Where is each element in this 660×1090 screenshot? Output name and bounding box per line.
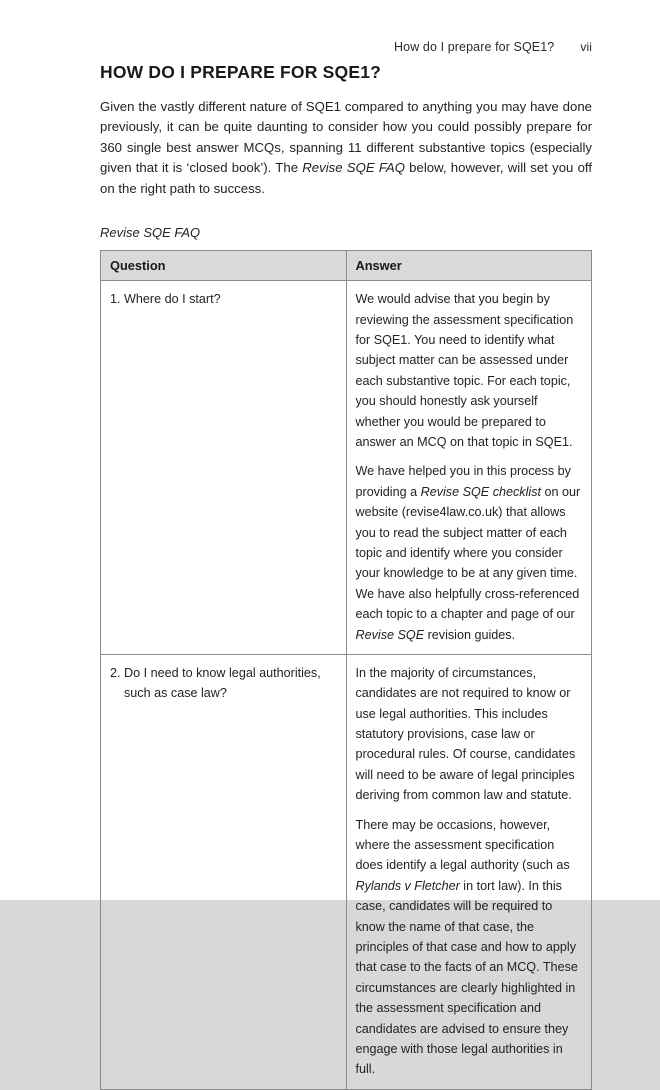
faq-table bbox=[100, 250, 592, 1089]
answer-cell bbox=[346, 654, 592, 1089]
section-label: Revise SQE FAQ bbox=[100, 225, 201, 241]
answer-paragraph: In the majority of circumstances, candidates are not required to know or use legal authorities. This includes statutory provisions, case law or procedural rules. Of course, candidates will need to be aware of legal principles deriving from common law and statute. bbox=[355, 665, 576, 803]
question-text: 2. Do I need to know legal authorities, such as case law? bbox=[110, 663, 337, 704]
answer-paragraph: We have helped you in this process by providing a Revise SQE checklist on our website (revise4law.co.uk) that allows you to read the subject matter of each topic and identify where you consider your knowledge to be at any given time. We have also helpfully cross-referenced each topic to a chapter and page of our Revise SQE revision guides. bbox=[355, 464, 581, 642]
intro-text-2: below, however, will set you off on the right path to success. bbox=[100, 160, 593, 196]
answer-cell bbox=[346, 281, 592, 655]
answer-italic-text: Rylands v Fletcher bbox=[355, 878, 460, 893]
intro-paragraph bbox=[100, 97, 592, 199]
answer-paragraph: There may be occasions, however, where the assessment specification does identify a legal authority (such as Rylands v Fletcher in tort law). In this case, candidates will be required to know the name of that case, the principles of that case and how to apply that case to the facts of an MCQ. These circumstances are clearly highlighted in the assessment specification and candidates are advised to ensure they engage with those legal authorities in full. bbox=[355, 817, 578, 1077]
intro-text-1: Given the vastly different nature of SQE1 compared to anything you may have done previously, it can be quite daunting to consider how you could possibly prepare for 360 single best answer MCQs, spanning 11 different substantive topics (especially given that it is ‘closed book’). The bbox=[100, 99, 592, 176]
table-row bbox=[101, 281, 592, 655]
page-content bbox=[100, 62, 592, 1090]
table-row bbox=[101, 654, 592, 1089]
running-head-text: How do I prepare for SQE1? bbox=[394, 40, 555, 54]
faq-table-body bbox=[101, 281, 592, 1089]
running-header bbox=[0, 40, 660, 54]
column-header-question: Question bbox=[101, 251, 347, 281]
question-text: 1. Where do I start? bbox=[110, 289, 337, 309]
question-cell bbox=[101, 654, 347, 1089]
answer-paragraph: We would advise that you begin by reviewing the assessment specification for SQE1. You need to identify what subject matter can be assessed under each substantive topic. For each topic, you should honestly ask yourself whether you would be prepared to answer an MCQ on that topic in SQE1. bbox=[355, 292, 574, 449]
intro-italic-1: Revise SQE FAQ bbox=[302, 160, 405, 176]
column-header-answer: Answer bbox=[346, 251, 592, 281]
question-cell bbox=[101, 281, 347, 655]
question-number: 1. bbox=[110, 292, 121, 307]
answer-italic-text: Revise SQE bbox=[355, 627, 425, 642]
question-number: 2. bbox=[110, 665, 121, 680]
page-number: vii bbox=[580, 40, 592, 54]
answer-italic-text: Revise SQE checklist bbox=[420, 484, 541, 499]
faq-table-head bbox=[101, 251, 592, 281]
page-title: HOW DO I PREPARE FOR SQE1? bbox=[100, 62, 382, 82]
table-header-row bbox=[101, 251, 592, 281]
